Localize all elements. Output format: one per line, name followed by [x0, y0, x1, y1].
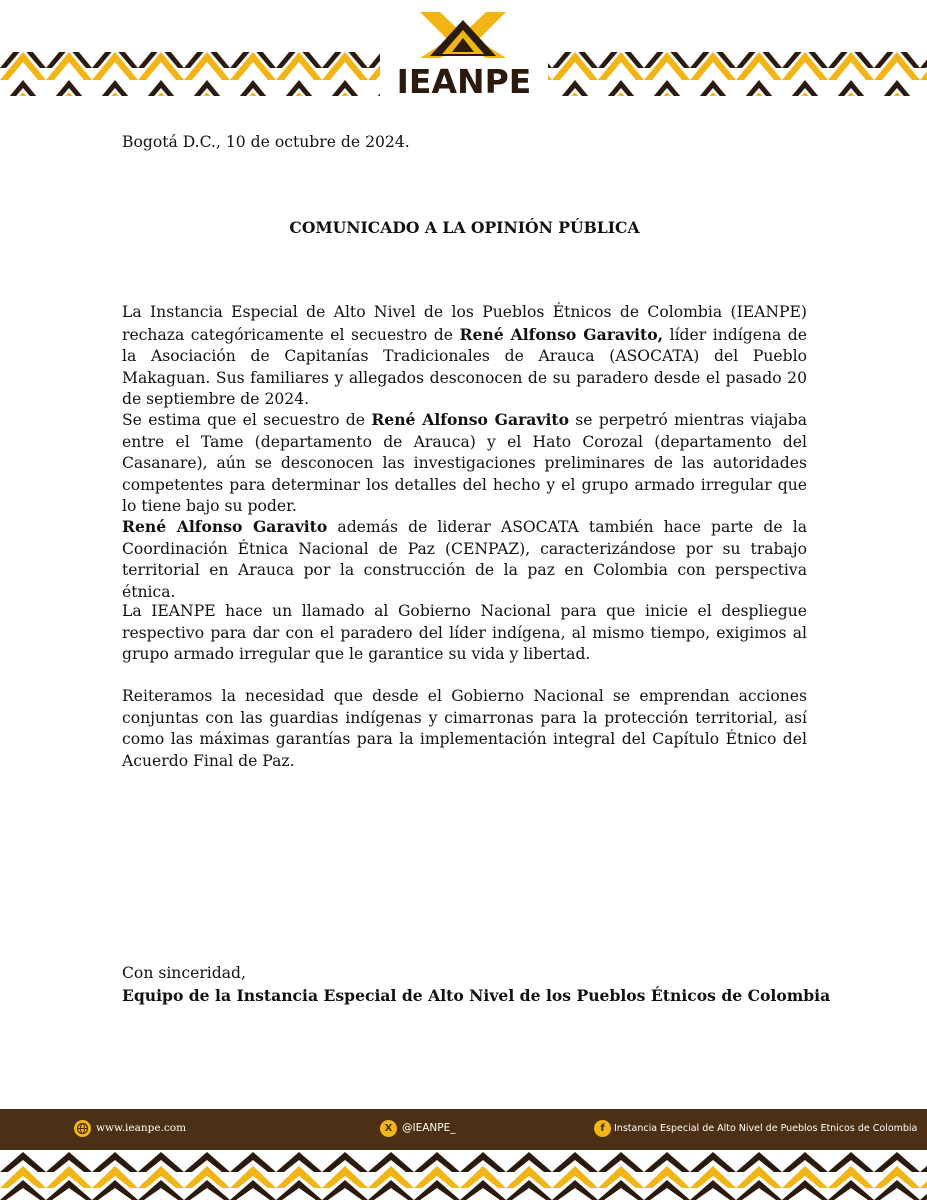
website-text: www.ieanpe.com — [96, 1122, 187, 1134]
pattern-left — [0, 52, 380, 96]
logo-text: IEANPE — [396, 62, 532, 101]
document-title: COMUNICADO A LA OPINIÓN PÚBLICA — [289, 218, 640, 237]
facebook-text: Instancia Especial de Alto Nivel de Pueblos Etnicos de Colombia — [614, 1122, 918, 1134]
leader-name: René Alfonso Garavito — [371, 410, 569, 429]
footer-pattern — [0, 1150, 927, 1200]
pattern-right — [548, 52, 927, 96]
paragraph-4: La IEANPE hace un llamado al Gobierno Nacional para que inicie el despliegue respectivo para dar con el paradero del líder indígena, al mismo tiempo, exigimos al grupo armado irregular que le garantice su vida y libertad. — [122, 602, 807, 663]
paragraph-3: René Alfonso Garavito además de liderar ASOCATA también hace parte de la Coordinación Étnica Nacional de Paz (CENPAZ), caracterizándose por su trabajo territorial en Arauca por la construcción de la paz en Colombia con perspectiva étnica. — [122, 517, 807, 601]
leader-name: René Alfonso Garavito, — [459, 324, 664, 344]
x-icon: X — [380, 1120, 397, 1137]
footer-website[interactable] — [74, 1113, 186, 1143]
closing-line: Con sinceridad, — [122, 964, 246, 982]
paragraph-1: La Instancia Especial de Alto Nivel de los Pueblos Étnicos de Colombia (IEANPE) rechaza categóricamente el secuestro de René Alfonso Garavito, líder indígena de la Asociación de Capitanías Tradicionales de Arauca (ASOCATA) del Pueblo Makaguan. Sus familiares y allegados desconocen de su paradero desde el pasado 20 de septiembre de 2024. — [122, 303, 808, 408]
facebook-icon: f — [594, 1120, 611, 1137]
paragraph-2: Se estima que el secuestro de René Alfonso Garavito se perpetró mientras viajaba entre el Tame (departamento de Arauca) y el Hato Corozal (departamento del Casanare), aún se desconocen las investigaciones preliminares de las autoridades competentes para determinar los detalles del hecho y el grupo armado irregular que lo tiene bajo su poder. — [122, 410, 807, 515]
paragraph-5: Reiteramos la necesidad que desde el Gobierno Nacional se emprendan acciones conjuntas con las guardias indígenas y cimarronas para la protección territorial, así como las máximas garantías para la implementación integral del Capítulo Étnico del Acuerdo Final de Paz. — [122, 687, 807, 770]
x-handle-text: @IEANPE_ — [402, 1122, 456, 1134]
globe-icon — [74, 1120, 91, 1137]
document-date: Bogotá D.C., 10 de octubre de 2024. — [122, 133, 410, 151]
logo-emblem-icon — [420, 12, 506, 58]
footer-x-handle[interactable] — [380, 1113, 455, 1143]
leader-name: René Alfonso Garavito — [122, 517, 328, 536]
footer-facebook[interactable] — [594, 1113, 917, 1143]
header-banner — [0, 0, 927, 100]
signature: Equipo de la Instancia Especial de Alto Nivel de los Pueblos Étnicos de Colombia — [122, 986, 831, 1005]
